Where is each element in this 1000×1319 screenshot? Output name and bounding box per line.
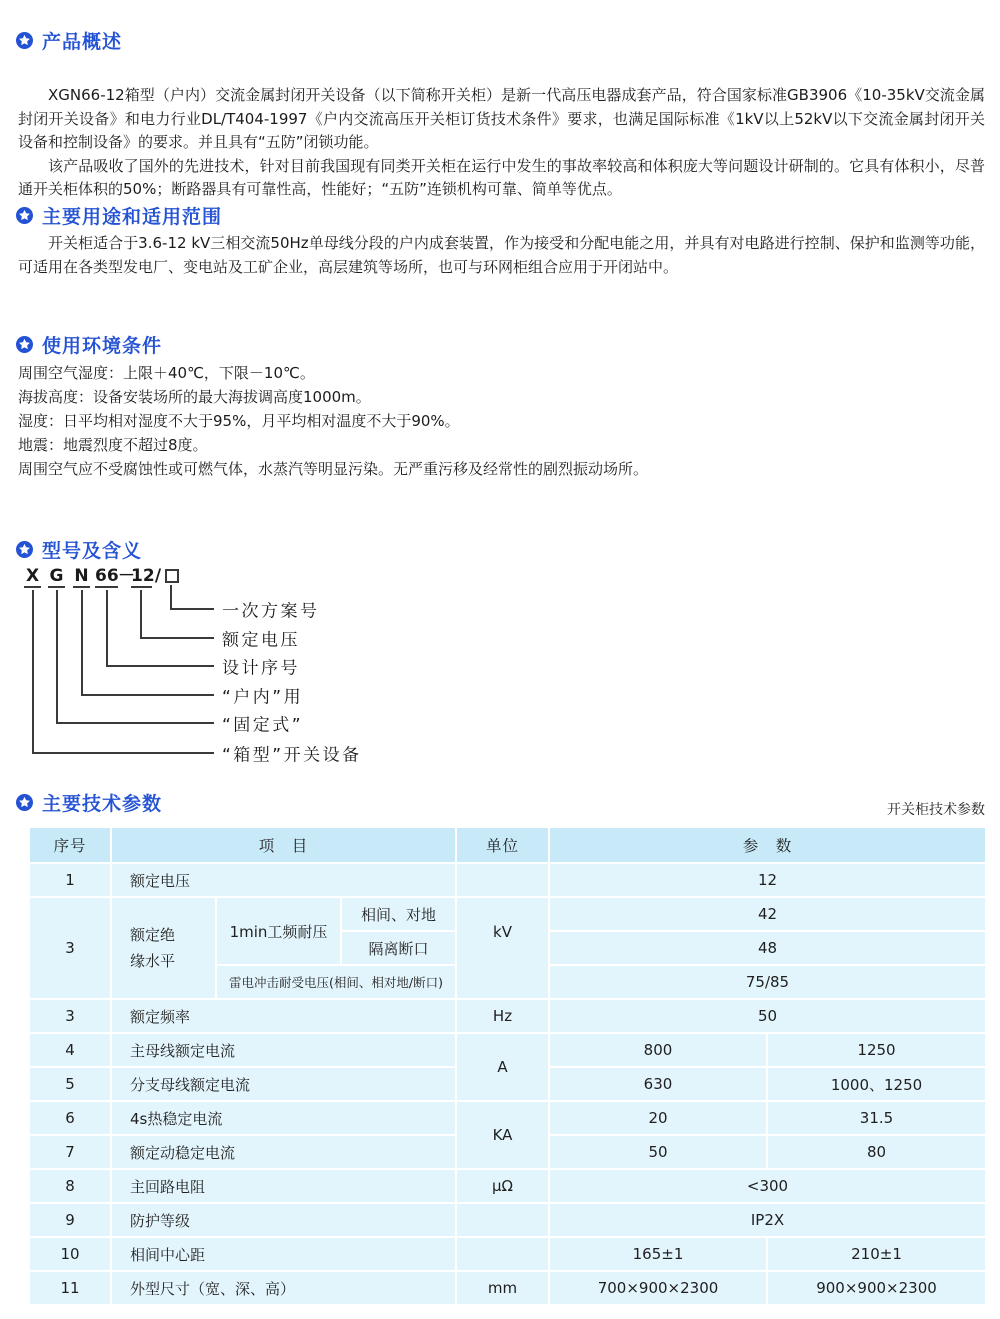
model-designation-diagram xyxy=(18,566,578,781)
cell-param: 75/85 xyxy=(549,965,986,999)
cell-param: 42 xyxy=(549,897,986,931)
cell-no: 8 xyxy=(29,1169,111,1203)
model-label-boxtype: “箱型”开关设备 xyxy=(222,745,362,766)
model-dash: － xyxy=(118,566,135,586)
header-no: 序号 xyxy=(29,827,111,863)
cell-param: IP2X xyxy=(549,1203,986,1237)
cell-param: 1250 xyxy=(767,1033,986,1067)
cell-no: 11 xyxy=(29,1271,111,1305)
cell-param: 12 xyxy=(549,863,986,897)
connector-line xyxy=(140,637,214,639)
cell-no: 3 xyxy=(29,897,111,999)
cell-unit xyxy=(456,1203,549,1237)
cell-param: 165±1 xyxy=(549,1237,767,1271)
cell-subitem: 雷电冲击耐受电压(相间、相对地/断口) xyxy=(216,965,456,999)
cell-param: 48 xyxy=(549,931,986,965)
model-slash: / xyxy=(154,566,162,586)
connector-line xyxy=(56,590,58,722)
cell-no: 10 xyxy=(29,1237,111,1271)
table-row xyxy=(29,1271,986,1305)
model-char-g: G xyxy=(49,566,64,586)
cell-unit: A xyxy=(456,1033,549,1101)
cell-param: 50 xyxy=(549,999,986,1033)
cell-subitem: 相间、对地 xyxy=(341,897,456,931)
cell-item: 4s热稳定电流 xyxy=(111,1101,456,1135)
table-row xyxy=(29,1169,986,1203)
section-title: 型号及含义 xyxy=(42,540,143,562)
model-label-scheme: 一次方案号 xyxy=(222,601,320,622)
cell-item: 主回路电阻 xyxy=(111,1169,456,1203)
cell-no: 1 xyxy=(29,863,111,897)
section-heading-overview xyxy=(16,27,122,54)
table-row xyxy=(29,1033,986,1067)
cell-param: 800 xyxy=(549,1033,767,1067)
cell-item: 额定频率 xyxy=(111,999,456,1033)
cell-param: 20 xyxy=(549,1101,767,1135)
table-header-row xyxy=(29,827,986,863)
table-caption: 开关柜技术参数 xyxy=(887,802,985,818)
table-row xyxy=(29,1237,986,1271)
cell-subitem: 1min工频耐压 xyxy=(216,897,341,965)
section-title: 主要用途和适用范围 xyxy=(42,206,223,228)
table-row xyxy=(29,1203,986,1237)
cell-unit: μΩ xyxy=(456,1169,549,1203)
table-row xyxy=(29,999,986,1033)
environment-line: 湿度：日平均相对湿度不大于95%，月平均相对温度不大于90%。 xyxy=(18,412,460,430)
table-row xyxy=(29,1101,986,1135)
environment-line: 周围空气应不受腐蚀性或可燃气体，水蒸汽等明显污染。无严重污移及经常性的剧烈振动场所。 xyxy=(18,460,649,478)
cell-no: 5 xyxy=(29,1067,111,1101)
cell-unit xyxy=(456,1237,549,1271)
star-icon xyxy=(16,32,33,49)
cell-param: 31.5 xyxy=(767,1101,986,1135)
star-icon xyxy=(16,794,33,811)
connector-line xyxy=(106,590,108,665)
model-label-fixed: “固定式” xyxy=(222,715,304,736)
cell-no: 7 xyxy=(29,1135,111,1169)
usage-paragraph-1: 开关柜适合于3.6-12 kV三相交流50Hz单母线分段的户内成套装置，作为接受和分配电能之用，并具有对电路进行控制、保护和监测等功能，可适用在各类型发电厂、变电站及工矿企业，高层建筑等场所，也可与环网柜组合应用于开闭站中。 xyxy=(18,234,985,276)
cell-param: 50 xyxy=(549,1135,767,1169)
header-item: 项 目 xyxy=(111,827,456,863)
section-title: 主要技术参数 xyxy=(42,793,163,815)
cell-param: 1000、1250 xyxy=(767,1067,986,1101)
connector-line xyxy=(81,694,214,696)
cell-unit xyxy=(456,863,549,897)
cell-unit: KA xyxy=(456,1101,549,1169)
cell-unit: mm xyxy=(456,1271,549,1305)
cell-param: 900×900×2300 xyxy=(767,1271,986,1305)
section-title: 使用环境条件 xyxy=(42,335,163,357)
cell-no: 3 xyxy=(29,999,111,1033)
star-icon xyxy=(16,541,33,558)
connector-line xyxy=(170,608,214,610)
environment-conditions xyxy=(18,361,985,481)
connector-line xyxy=(32,752,214,754)
usage-text xyxy=(18,232,985,279)
section-title: 产品概述 xyxy=(42,31,123,53)
header-unit: 单位 xyxy=(456,827,549,863)
environment-line: 地震：地震烈度不超过8度。 xyxy=(18,436,208,454)
connector-line xyxy=(81,590,83,694)
cell-unit: kV xyxy=(456,897,549,999)
cell-item: 相间中心距 xyxy=(111,1237,456,1271)
section-heading-usage xyxy=(16,202,222,229)
model-scheme-box xyxy=(165,569,179,583)
connector-line xyxy=(32,590,34,752)
section-heading-environment xyxy=(16,331,162,358)
cell-subitem: 隔离断口 xyxy=(341,931,456,965)
cell-param: 210±1 xyxy=(767,1237,986,1271)
table-row xyxy=(29,897,986,931)
overview-paragraph-1: XGN66-12箱型（户内）交流金属封闭开关设备（以下简称开关柜）是新一代高压电器成套产品，符合国家标准GB3906《10-35kV交流金属封闭开关设备》和电力行业DL/T404-1997《户内交流高压开关柜订货技术条件》要求，也满足国际标准《1kV以上52kV以下交流金属封闭开关设备和控制设备》的要求。并且具有“五防”闭锁功能。 xyxy=(18,86,985,152)
cell-item: 额定电压 xyxy=(111,863,456,897)
cell-param: <300 xyxy=(549,1169,986,1203)
cell-no: 4 xyxy=(29,1033,111,1067)
cell-param: 630 xyxy=(549,1067,767,1101)
model-label-voltage: 额定电压 xyxy=(222,630,300,651)
cell-param: 80 xyxy=(767,1135,986,1169)
header-param: 参 数 xyxy=(549,827,986,863)
cell-param: 700×900×2300 xyxy=(549,1271,767,1305)
connector-line xyxy=(140,590,142,637)
overview-text xyxy=(18,84,985,202)
section-heading-model xyxy=(16,536,142,563)
connector-line xyxy=(106,665,214,667)
cell-item: 防护等级 xyxy=(111,1203,456,1237)
model-label-design: 设计序号 xyxy=(222,658,300,679)
model-char-12: 12 xyxy=(131,566,155,586)
cell-item: 额定绝 缘水平 xyxy=(111,897,216,999)
technical-parameters-table xyxy=(28,826,987,1306)
cell-no: 6 xyxy=(29,1101,111,1135)
section-heading-params xyxy=(16,789,162,816)
model-char-n: N xyxy=(74,566,89,586)
star-icon xyxy=(16,336,33,353)
cell-no: 9 xyxy=(29,1203,111,1237)
model-char-66: 66 xyxy=(95,566,119,586)
model-char-x: X xyxy=(25,566,40,586)
cell-unit: Hz xyxy=(456,999,549,1033)
cell-item: 外型尺寸（宽、深、高） xyxy=(111,1271,456,1305)
connector-line xyxy=(56,722,214,724)
overview-paragraph-2: 该产品吸收了国外的先进技术，针对目前我国现有同类开关柜在运行中发生的事故率较高和体积庞大等问题设计研制的。它具有体积小，尽普通开关柜体积的50%；断路器具有可靠性高，性能好；“五防”连锁机构可靠、简单等优点。 xyxy=(18,156,985,199)
cell-item: 分支母线额定电流 xyxy=(111,1067,456,1101)
cell-item: 主母线额定电流 xyxy=(111,1033,456,1067)
cell-item: 额定动稳定电流 xyxy=(111,1135,456,1169)
model-label-indoor: “户内”用 xyxy=(222,687,304,708)
connector-line xyxy=(170,585,172,608)
star-icon xyxy=(16,207,33,224)
environment-line: 海拔高度：设备安装场所的最大海拔调高度1000m。 xyxy=(18,388,371,406)
environment-line: 周围空气湿度：上限＋40℃，下限－10℃。 xyxy=(18,364,315,382)
table-row xyxy=(29,863,986,897)
